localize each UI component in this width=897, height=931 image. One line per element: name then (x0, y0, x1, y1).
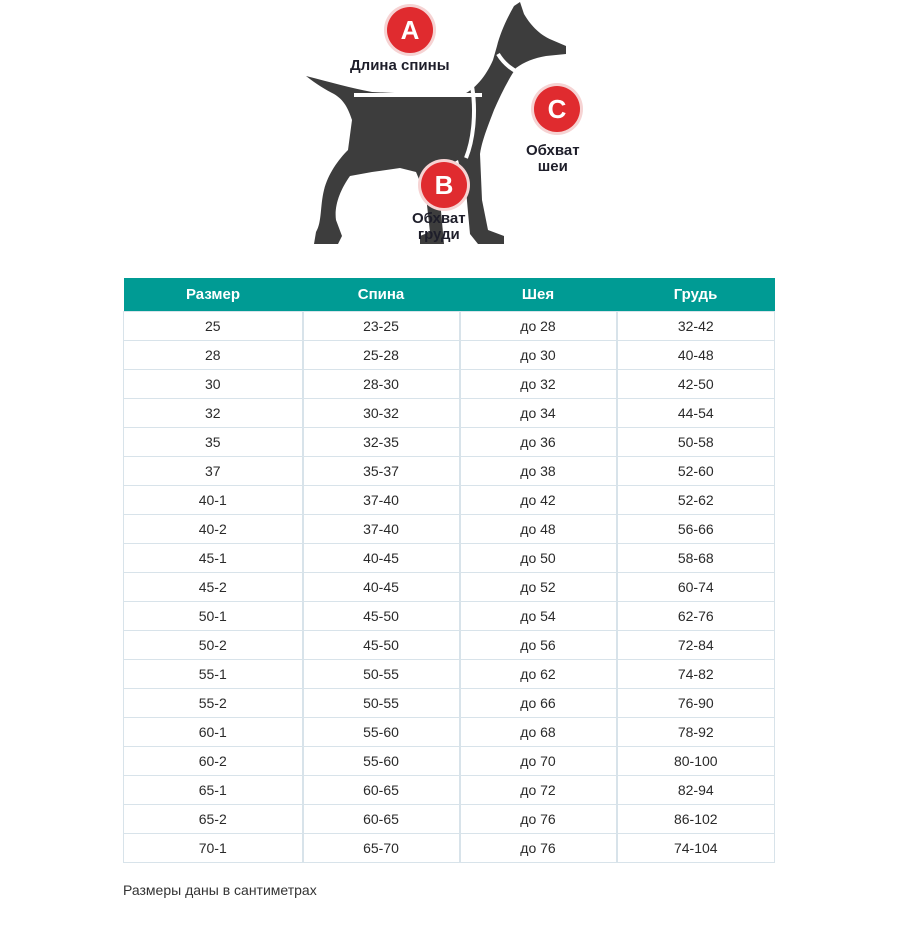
cell-size: 32 (124, 399, 303, 428)
cell-size: 70-1 (124, 834, 303, 863)
marker-c-label (526, 143, 580, 175)
cell-neck: до 30 (460, 341, 617, 370)
marker-b-label (412, 211, 466, 243)
cell-back: 60-65 (303, 776, 460, 805)
table-row (124, 689, 775, 718)
cell-size: 55-2 (124, 689, 303, 718)
size-table-header (124, 278, 775, 312)
cell-neck: до 70 (460, 747, 617, 776)
cell-chest: 76-90 (617, 689, 775, 718)
cell-chest: 60-74 (617, 573, 775, 602)
cell-size: 50-1 (124, 602, 303, 631)
marker-c-badge: C (534, 86, 580, 132)
table-row (124, 457, 775, 486)
cell-chest: 74-104 (617, 834, 775, 863)
table-row (124, 747, 775, 776)
cell-chest: 52-60 (617, 457, 775, 486)
table-row (124, 486, 775, 515)
cell-size: 30 (124, 370, 303, 399)
cell-neck: до 76 (460, 805, 617, 834)
cell-back: 37-40 (303, 486, 460, 515)
dog-measurement-figure (290, 0, 610, 260)
cell-neck: до 68 (460, 718, 617, 747)
cell-size: 28 (124, 341, 303, 370)
cell-size: 40-1 (124, 486, 303, 515)
cell-size: 37 (124, 457, 303, 486)
header-size: Размер (124, 278, 303, 312)
back-length-line (354, 93, 482, 97)
cell-size: 65-2 (124, 805, 303, 834)
cell-chest: 62-76 (617, 602, 775, 631)
cell-neck: до 50 (460, 544, 617, 573)
cell-neck: до 28 (460, 312, 617, 341)
cell-size: 35 (124, 428, 303, 457)
cell-chest: 78-92 (617, 718, 775, 747)
marker-c-label-line2: шеи (537, 158, 568, 175)
marker-a-badge: A (387, 7, 433, 53)
cell-size: 45-2 (124, 573, 303, 602)
cell-size: 25 (124, 312, 303, 341)
cell-back: 45-50 (303, 631, 460, 660)
cell-back: 37-40 (303, 515, 460, 544)
cell-size: 40-2 (124, 515, 303, 544)
marker-b-label-line2: груди (417, 226, 460, 243)
table-row (124, 370, 775, 399)
units-footnote: Размеры даны в сантиметрах (123, 882, 317, 898)
cell-size: 55-1 (124, 660, 303, 689)
header-neck: Шея (460, 278, 617, 312)
cell-neck: до 52 (460, 573, 617, 602)
cell-back: 50-55 (303, 660, 460, 689)
marker-c-label-line1: Обхват (526, 142, 580, 159)
table-row (124, 515, 775, 544)
cell-chest: 58-68 (617, 544, 775, 573)
cell-back: 45-50 (303, 602, 460, 631)
cell-back: 23-25 (303, 312, 460, 341)
table-row (124, 805, 775, 834)
cell-back: 40-45 (303, 573, 460, 602)
cell-back: 28-30 (303, 370, 460, 399)
cell-neck: до 42 (460, 486, 617, 515)
cell-chest: 82-94 (617, 776, 775, 805)
cell-neck: до 66 (460, 689, 617, 718)
table-row (124, 660, 775, 689)
cell-chest: 74-82 (617, 660, 775, 689)
table-row (124, 544, 775, 573)
cell-back: 55-60 (303, 718, 460, 747)
cell-neck: до 38 (460, 457, 617, 486)
size-table-body (124, 312, 775, 863)
table-row (124, 718, 775, 747)
header-back: Спина (303, 278, 460, 312)
cell-back: 55-60 (303, 747, 460, 776)
cell-neck: до 34 (460, 399, 617, 428)
cell-neck: до 32 (460, 370, 617, 399)
cell-chest: 50-58 (617, 428, 775, 457)
cell-chest: 80-100 (617, 747, 775, 776)
cell-chest: 72-84 (617, 631, 775, 660)
marker-a-label: Длина спины (350, 57, 450, 74)
table-row (124, 399, 775, 428)
marker-b-badge: B (421, 162, 467, 208)
cell-neck: до 56 (460, 631, 617, 660)
table-row (124, 341, 775, 370)
cell-back: 65-70 (303, 834, 460, 863)
cell-neck: до 72 (460, 776, 617, 805)
cell-size: 60-2 (124, 747, 303, 776)
cell-chest: 44-54 (617, 399, 775, 428)
cell-back: 35-37 (303, 457, 460, 486)
table-row (124, 776, 775, 805)
marker-b-label-line1: Обхват (412, 210, 466, 227)
cell-neck: до 54 (460, 602, 617, 631)
cell-chest: 56-66 (617, 515, 775, 544)
cell-chest: 40-48 (617, 341, 775, 370)
cell-neck: до 48 (460, 515, 617, 544)
cell-neck: до 76 (460, 834, 617, 863)
cell-chest: 32-42 (617, 312, 775, 341)
cell-neck: до 62 (460, 660, 617, 689)
cell-neck: до 36 (460, 428, 617, 457)
table-row (124, 834, 775, 863)
cell-back: 60-65 (303, 805, 460, 834)
table-row (124, 428, 775, 457)
cell-back: 40-45 (303, 544, 460, 573)
cell-chest: 86-102 (617, 805, 775, 834)
table-row (124, 631, 775, 660)
table-row (124, 602, 775, 631)
table-row (124, 573, 775, 602)
cell-size: 60-1 (124, 718, 303, 747)
cell-chest: 42-50 (617, 370, 775, 399)
cell-size: 50-2 (124, 631, 303, 660)
table-row (124, 312, 775, 341)
cell-back: 25-28 (303, 341, 460, 370)
cell-back: 30-32 (303, 399, 460, 428)
size-table (123, 278, 775, 863)
cell-size: 45-1 (124, 544, 303, 573)
cell-back: 50-55 (303, 689, 460, 718)
cell-chest: 52-62 (617, 486, 775, 515)
header-chest: Грудь (617, 278, 775, 312)
cell-back: 32-35 (303, 428, 460, 457)
cell-size: 65-1 (124, 776, 303, 805)
